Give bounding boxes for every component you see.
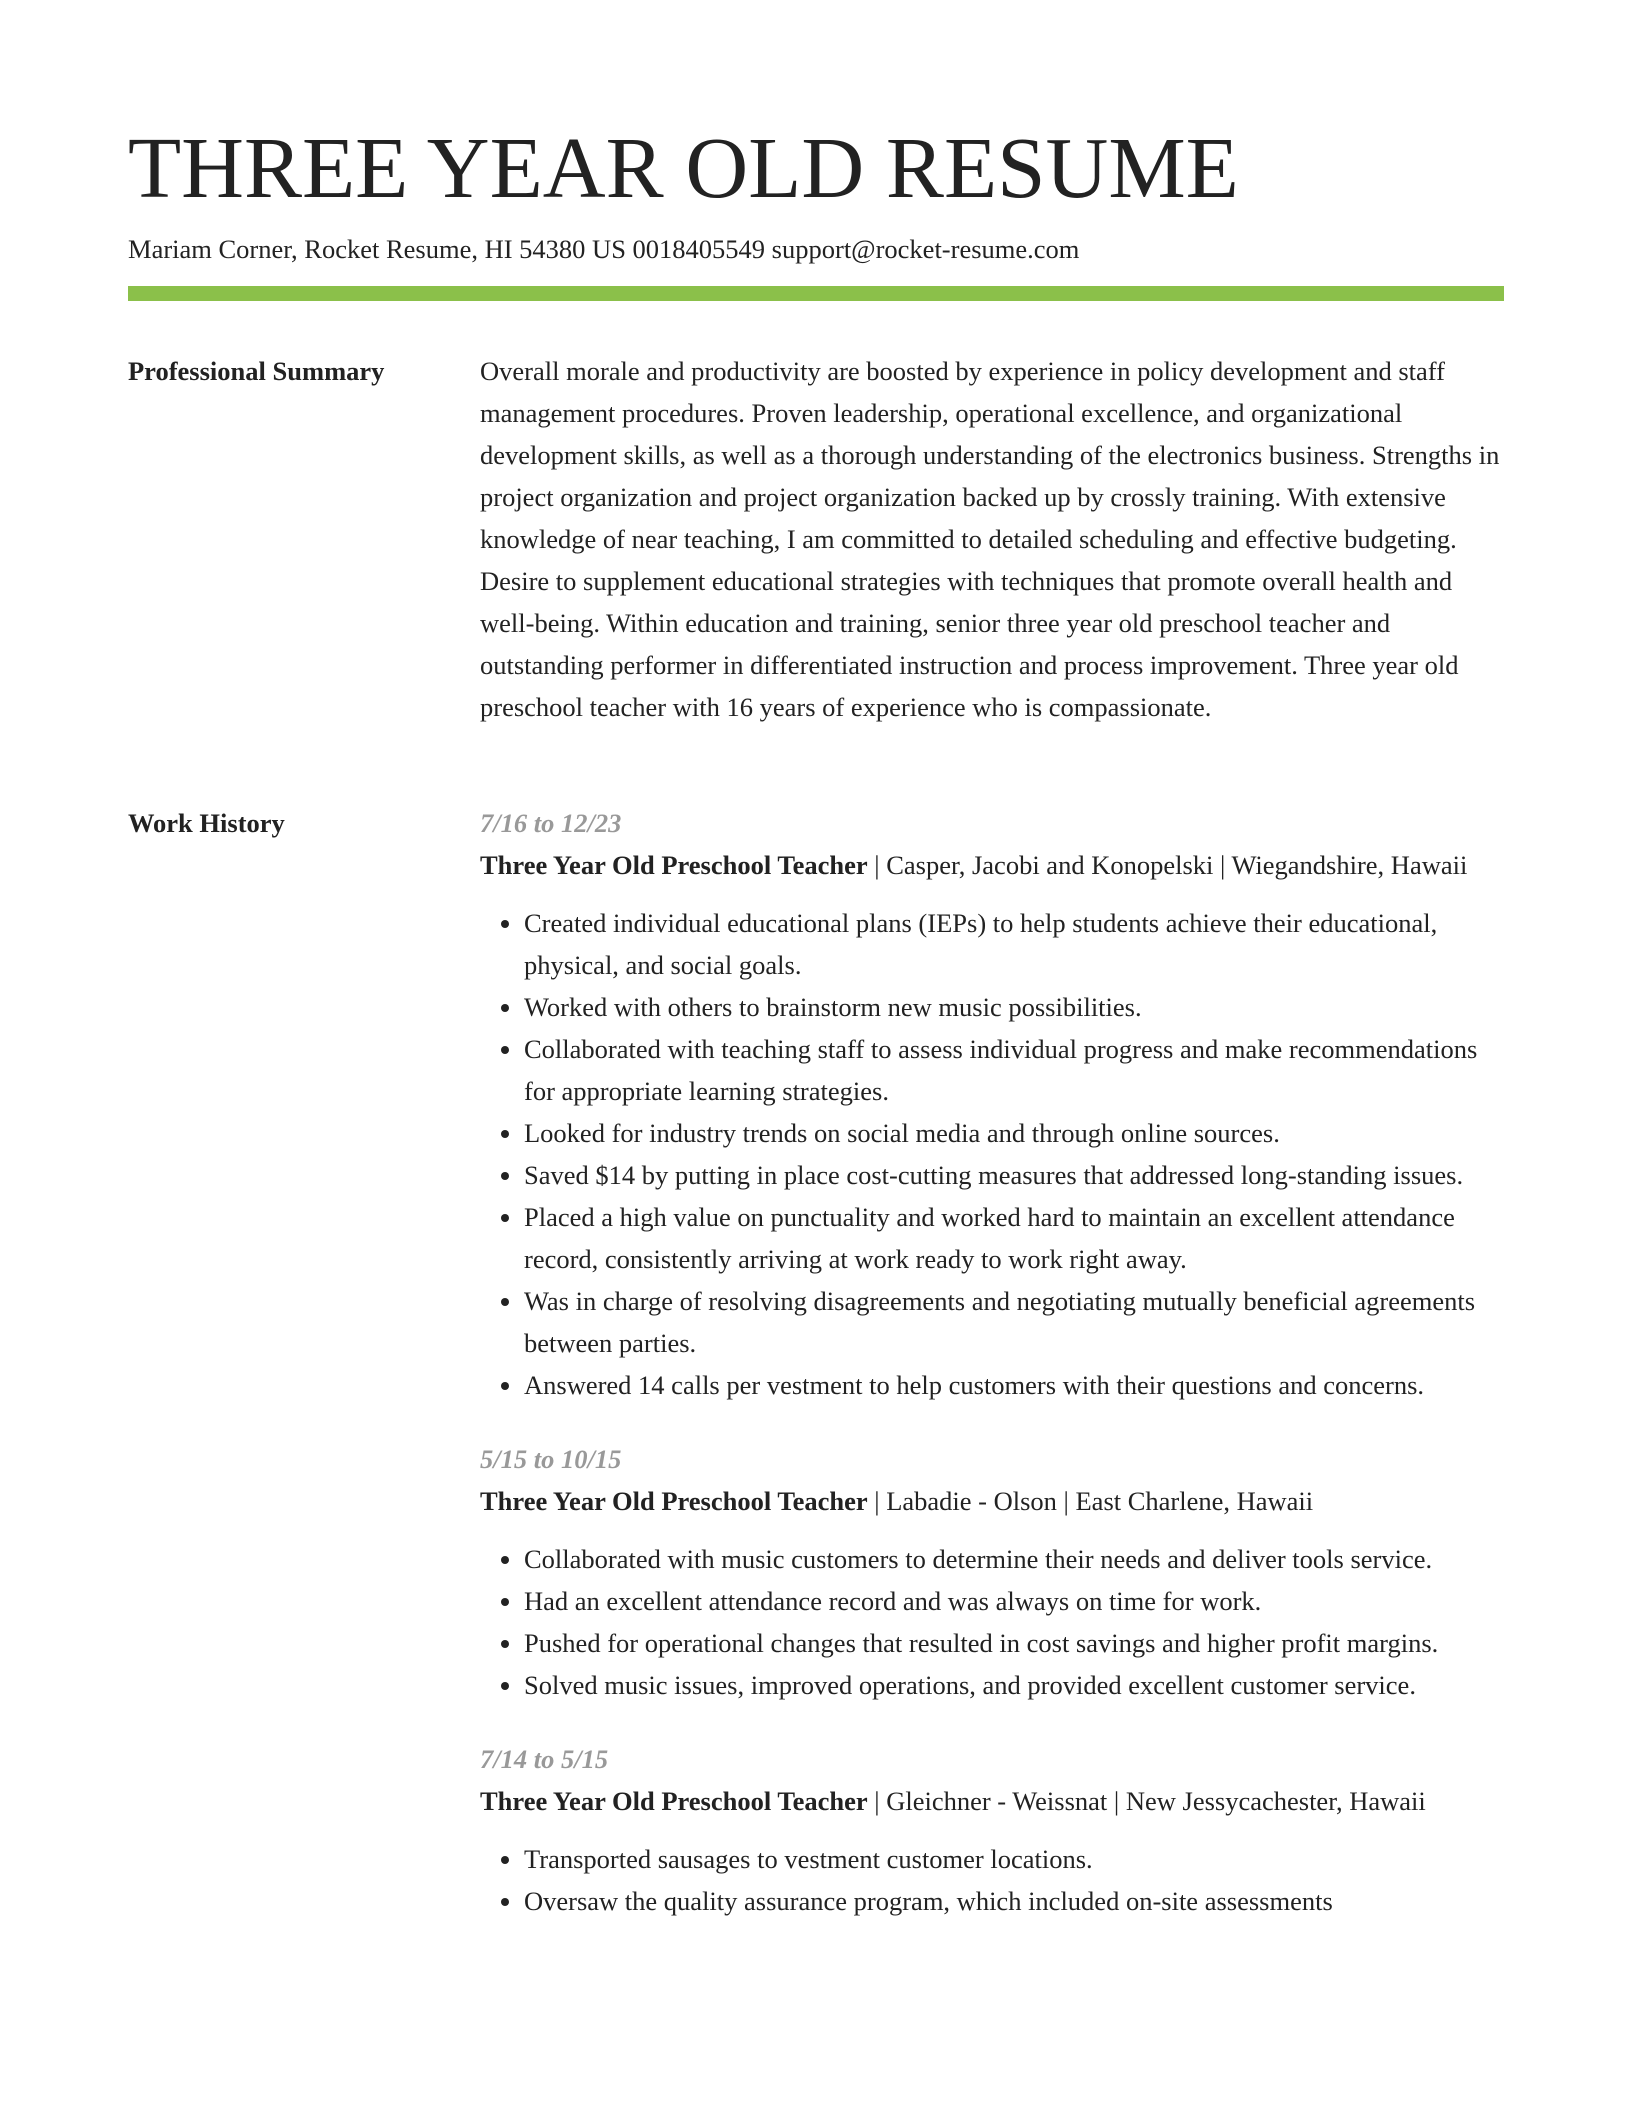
header-divider <box>128 286 1504 301</box>
duty-item: • Worked with others to brainstorm new music possibilities. <box>524 986 1504 1028</box>
duty-item: • Saved $14 by putting in place cost-cutting measures that addressed long-standing issues. <box>524 1154 1504 1196</box>
job-title: Three Year Old Preschool Teacher <box>480 850 868 880</box>
job-duties <box>480 1538 1504 1706</box>
duty-item: • Placed a high value on punctuality and worked hard to maintain an excellent attendance record, consistently arriving at work ready to work right away. <box>524 1196 1504 1280</box>
job-duties <box>480 902 1504 1406</box>
job-dates: 7/16 to 12/23 <box>480 808 622 838</box>
summary-heading: Professional Summary <box>128 356 385 386</box>
job-dates: 5/15 to 10/15 <box>480 1444 622 1474</box>
job-heading <box>480 1780 1504 1822</box>
duty-item: • Collaborated with teaching staff to assess individual progress and make recommendations for appropriate learning strategies. <box>524 1028 1504 1112</box>
duty-item: • Pushed for operational changes that resulted in cost savings and higher profit margins. <box>524 1622 1504 1664</box>
job-details: | Casper, Jacobi and Konopelski | Wiegandshire, Hawaii <box>867 850 1468 880</box>
work-history-heading: Work History <box>128 808 285 838</box>
work-history-list <box>480 802 1504 1954</box>
job-details: | Gleichner - Weissnat | New Jessycachester, Hawaii <box>867 1786 1426 1816</box>
resume-title: THREE YEAR OLD RESUME <box>128 119 1239 216</box>
summary-text: Overall morale and productivity are boosted by experience in policy development and staff management procedures. Proven leadership, operational excellence, and organizational development skills, as well as a thorough understanding of the electronics business. Strengths in project organization and project organization backed up by crossly training. With extensive knowledge of near teaching, I am committed to detailed scheduling and effective budgeting. Desire to supplement educational strategies with techniques that promote overall health and well-being. Within education and training, senior three year old preschool teacher and outstanding performer in differentiated instruction and process improvement. Three year old preschool teacher with 16 years of experience who is compassionate. <box>480 356 1500 722</box>
job-entry <box>480 1438 1504 1706</box>
job-entry <box>480 1738 1504 1922</box>
duty-item: • Collaborated with music customers to determine their needs and deliver tools service. <box>524 1538 1504 1580</box>
duty-item: • Answered 14 calls per vestment to help customers with their questions and concerns. <box>524 1364 1504 1406</box>
job-details: | Labadie - Olson | East Charlene, Hawaii <box>867 1486 1314 1516</box>
job-title: Three Year Old Preschool Teacher <box>480 1486 868 1516</box>
job-duties <box>480 1838 1504 1922</box>
duty-item: • Looked for industry trends on social media and through online sources. <box>524 1112 1504 1154</box>
duty-item: • Had an excellent attendance record and was always on time for work. <box>524 1580 1504 1622</box>
duty-item: • Was in charge of resolving disagreements and negotiating mutually beneficial agreements between parties. <box>524 1280 1504 1364</box>
duty-item: • Transported sausages to vestment customer locations. <box>524 1838 1504 1880</box>
contact-line: Mariam Corner, Rocket Resume, HI 54380 US 0018405549 support@rocket-resume.com <box>128 234 1080 264</box>
job-entry <box>480 802 1504 1406</box>
job-dates: 7/14 to 5/15 <box>480 1744 609 1774</box>
duty-item: • Oversaw the quality assurance program, which included on-site assessments <box>524 1880 1504 1922</box>
duty-item: • Solved music issues, improved operations, and provided excellent customer service. <box>524 1664 1504 1706</box>
duty-item: • Created individual educational plans (IEPs) to help students achieve their educational, physical, and social goals. <box>524 902 1504 986</box>
job-heading <box>480 1480 1504 1522</box>
job-heading <box>480 844 1504 886</box>
job-title: Three Year Old Preschool Teacher <box>480 1786 868 1816</box>
